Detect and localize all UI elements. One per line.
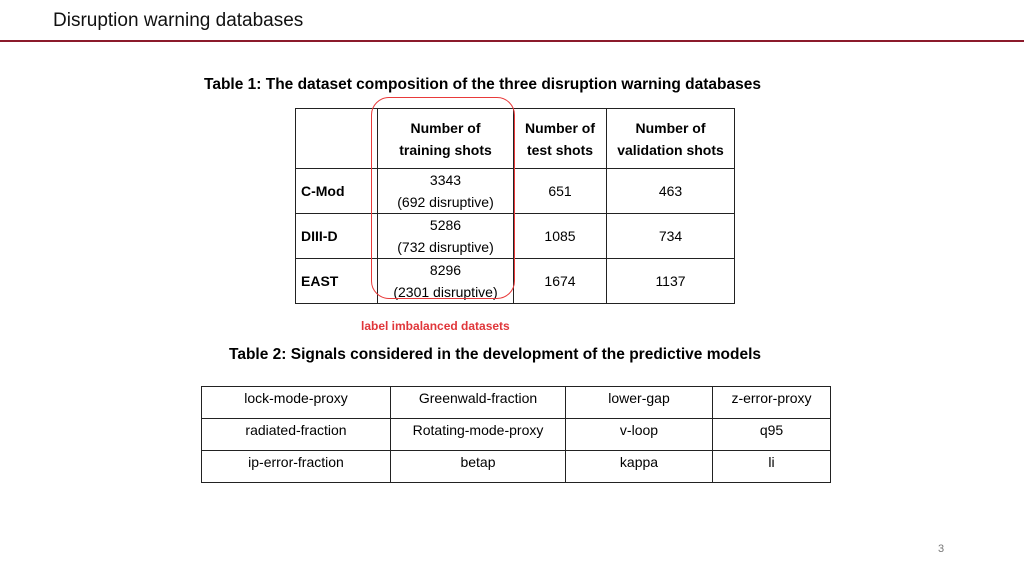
table-row [202,387,831,419]
signal-cell: Rotating-mode-proxy [391,419,566,451]
signal-cell: li [713,451,831,483]
header-training-line2: training shots [399,141,492,158]
row-label: DIII-D [296,214,378,259]
validation-shots-cell: 1137 [607,259,735,304]
signal-cell: kappa [566,451,713,483]
signal-cell: radiated-fraction [202,419,391,451]
validation-shots-cell: 734 [607,214,735,259]
title-divider [0,40,1024,42]
training-total: 3343 [429,172,462,188]
imbalance-annotation-label: label imbalanced datasets [361,319,510,333]
header-validation-shots [607,109,735,169]
row-label: EAST [296,259,378,304]
training-disruptive: (692 disruptive) [397,194,494,210]
imbalance-highlight-box [371,97,515,299]
training-disruptive: (2301 disruptive) [393,284,498,300]
test-shots-cell: 1674 [514,259,607,304]
header-training-line1: Number of [410,119,481,136]
header-validation-line2: validation shots [617,141,724,158]
table-row [202,419,831,451]
table1-caption: Table 1: The dataset composition of the three disruption warning databases [204,76,761,93]
table-row-diiid [296,214,735,259]
validation-shots-cell: 463 [607,169,735,214]
table-row [202,451,831,483]
table1-header-row [296,109,735,169]
signal-cell: Greenwald-fraction [391,387,566,419]
training-total: 8296 [429,262,462,278]
table1-corner-cell [296,109,378,169]
signal-cell: lock-mode-proxy [202,387,391,419]
test-shots-cell: 651 [514,169,607,214]
row-label: C-Mod [296,169,378,214]
test-shots-cell: 1085 [514,214,607,259]
table-row-east [296,259,735,304]
page-number: 3 [938,543,945,555]
table-row-cmod [296,169,735,214]
signal-cell: betap [391,451,566,483]
header-test-line1: Number of [525,119,595,136]
signal-cell: q95 [713,419,831,451]
training-disruptive: (732 disruptive) [397,239,494,255]
signal-cell: z-error-proxy [713,387,831,419]
table2-caption: Table 2: Signals considered in the development of the predictive models [229,346,761,363]
slide-title: Disruption warning databases [53,10,304,31]
header-test-shots [514,109,607,169]
signal-cell: ip-error-fraction [202,451,391,483]
signals-table [201,386,831,483]
header-validation-line1: Number of [635,119,706,136]
signal-cell: lower-gap [566,387,713,419]
dataset-composition-table [295,108,735,304]
training-total: 5286 [429,217,462,233]
signal-cell: v-loop [566,419,713,451]
header-test-line2: test shots [526,141,594,158]
